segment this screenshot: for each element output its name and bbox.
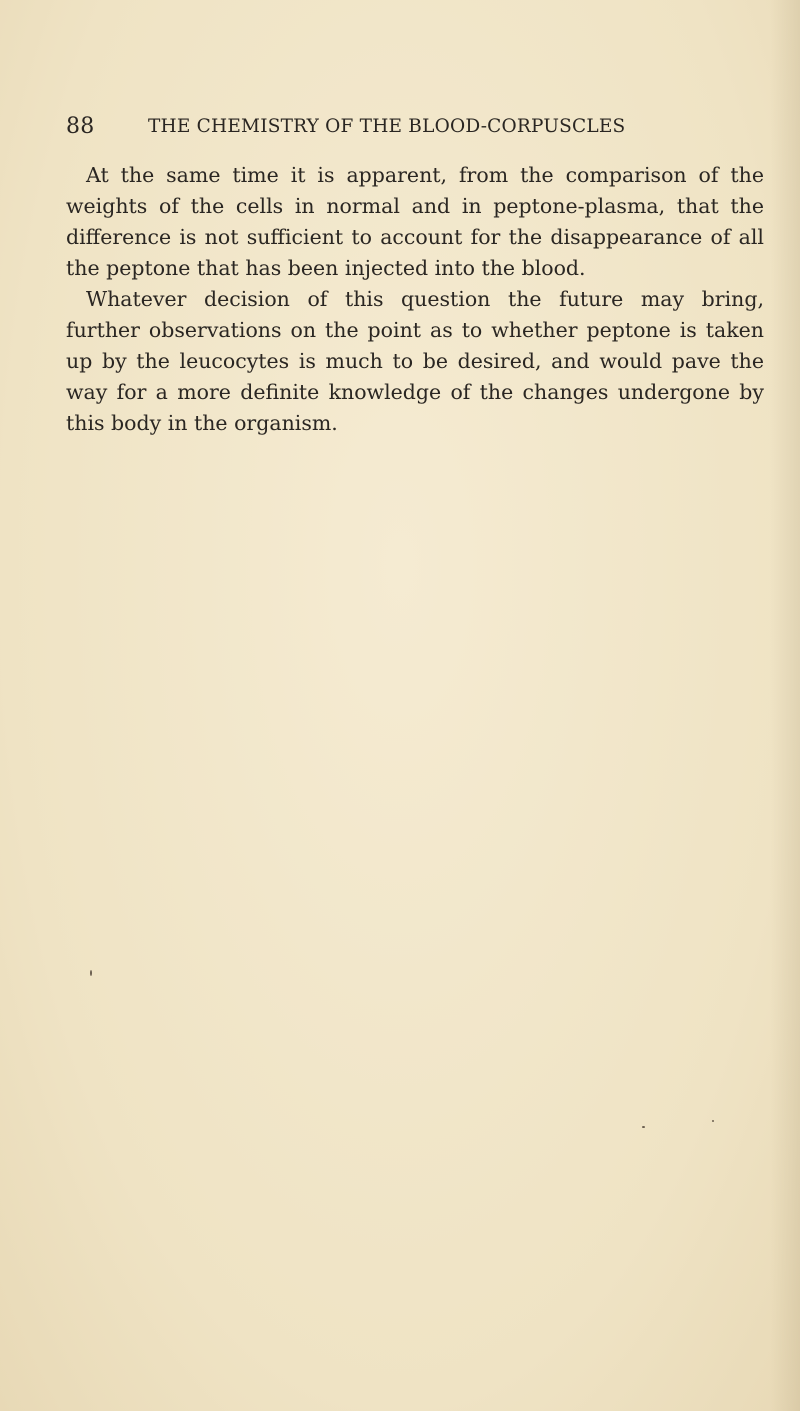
text-line: further observations on the point as to whether peptone is taken xyxy=(66,318,764,342)
text-line: At the same time it is apparent, from the comparison of the xyxy=(86,163,764,187)
text-line: Whatever decision of this question the future may bring, xyxy=(86,287,764,311)
running-title: THE CHEMISTRY OF THE BLOOD-CORPUSCLES xyxy=(148,116,626,137)
paper-speck xyxy=(712,1120,714,1122)
page-number: 88 xyxy=(66,114,95,139)
text-line: weights of the cells in normal and in peptone-plasma, that the xyxy=(66,194,764,218)
paragraph-1 xyxy=(66,160,764,284)
page-edge-shadow xyxy=(770,0,800,1411)
text-line: up by the leucocytes is much to be desired, and would pave the xyxy=(66,349,764,373)
paper-speck xyxy=(90,970,92,976)
running-head xyxy=(66,114,766,144)
text-line: way for a more definite knowledge of the changes undergone by xyxy=(66,380,764,404)
text-line: difference is not sufficient to account for the disappearance of all xyxy=(66,225,764,249)
paper-speck xyxy=(642,1126,645,1128)
body-text xyxy=(66,160,764,439)
text-line: this body in the organism. xyxy=(66,411,338,435)
text-line: the peptone that has been injected into the blood. xyxy=(66,256,586,280)
paragraph-2 xyxy=(66,284,764,439)
